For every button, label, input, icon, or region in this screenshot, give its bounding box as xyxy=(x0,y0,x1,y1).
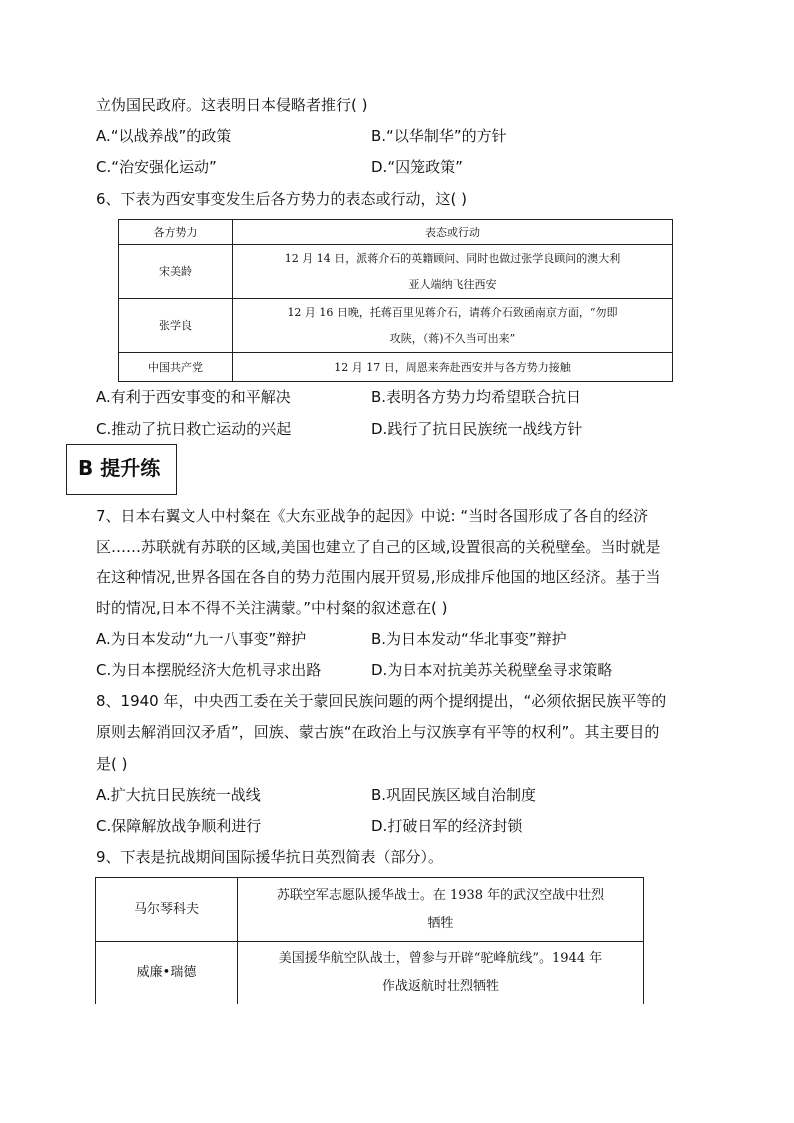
table-row xyxy=(119,245,673,299)
q8-stem-line: 8、1940 年，中央西工委在关于蒙回民族问题的两个提纲提出，“必须依据民族平等的 xyxy=(96,692,667,710)
table-row xyxy=(96,878,644,942)
cell-line: 作战返航时壮烈牺牲 xyxy=(381,979,499,994)
table-header-cell: 表态或行动 xyxy=(233,220,673,245)
q6-stem: 6、下表为西安事变发生后各方势力的表态或行动，这( ) xyxy=(96,190,468,208)
cell-line: 12 月 14 日，派蒋介石的英籍顾问、同时也做过张学良顾问的澳大利 xyxy=(284,251,621,265)
cell-line: 12 月 17 日，周恩来奔赴西安并与各方势力接触 xyxy=(334,361,571,374)
q7-stem-line: 7、日本右翼文人中村粲在《大东亚战争的起因》中说: “当时各国形成了各自的经济 xyxy=(96,507,649,525)
cell-line: 亚人端纳飞往西安 xyxy=(408,277,497,291)
q8-option-d[interactable]: D.打破日军的经济封锁 xyxy=(371,817,523,835)
q5-option-b[interactable]: B.“以华制华”的方针 xyxy=(371,127,507,145)
cell-line: 攻陕，（蒋)不久当可出来” xyxy=(389,331,516,345)
q8-stem-line: 原则去解消回汉矛盾”，回族、蒙古族“在政治上与汉族享有平等的权利”。其主要目的 xyxy=(96,723,660,741)
table-cell-description xyxy=(238,942,644,1005)
cell-line: 牺牲 xyxy=(427,915,454,931)
q7-option-b[interactable]: B.为日本发动“华北事变”辩护 xyxy=(371,630,567,648)
table-row xyxy=(119,353,673,382)
q6-option-c[interactable]: C.推动了抗日救亡运动的兴起 xyxy=(96,420,292,438)
table-cell-name: 马尔琴科夫 xyxy=(96,878,238,942)
q6-table xyxy=(118,219,673,382)
table-cell-party: 宋美龄 xyxy=(119,245,233,299)
table-header-cell: 各方势力 xyxy=(119,220,233,245)
table-cell-party: 张学良 xyxy=(119,299,233,353)
q5-option-d[interactable]: D.“囚笼政策” xyxy=(371,158,463,176)
table-cell-description xyxy=(238,878,644,942)
q6-option-b[interactable]: B.表明各方势力均希望联合抗日 xyxy=(371,388,582,406)
q8-option-c[interactable]: C.保障解放战争顺利进行 xyxy=(96,817,262,835)
q6-option-a[interactable]: A.有利于西安事变的和平解决 xyxy=(96,388,291,406)
q8-option-b[interactable]: B.巩固民族区域自治制度 xyxy=(371,786,537,804)
section-header-label: B 提升练 xyxy=(78,456,161,480)
q7-stem-line: 区……苏联就有苏联的区域,美国也建立了自己的区域,设置很高的关税壁垒。当时就是 xyxy=(96,538,661,556)
table-cell-action xyxy=(233,353,673,382)
table-row xyxy=(119,299,673,353)
q8-option-a[interactable]: A.扩大抗日民族统一战线 xyxy=(96,786,261,804)
q7-option-d[interactable]: D.为日本对抗美苏关税壁垒寻求策略 xyxy=(371,661,613,679)
q8-stem-line: 是( ) xyxy=(96,755,128,773)
q7-stem-line: 在这种情况,世界各国在各自的势力范围内展开贸易,形成排斥他国的地区经济。基于当 xyxy=(96,568,661,586)
cell-line: 12 月 16 日晚，托蒋百里见蒋介石，请蒋介石致函南京方面，“勿即 xyxy=(287,305,618,319)
q7-option-c[interactable]: C.为日本摆脱经济大危机寻求出路 xyxy=(96,661,322,679)
q6-option-d[interactable]: D.践行了抗日民族统一战线方针 xyxy=(371,420,583,438)
q5-option-c[interactable]: C.“治安强化运动” xyxy=(96,158,217,176)
cell-line: 苏联空军志愿队援华战士。在 1938 年的武汉空战中壮烈 xyxy=(276,887,605,903)
table-cell-action xyxy=(233,245,673,299)
q7-option-a[interactable]: A.为日本发动“九一八事变”辩护 xyxy=(96,630,307,648)
q9-table xyxy=(95,877,644,1004)
table-cell-action xyxy=(233,299,673,353)
table-header-row xyxy=(119,220,673,245)
q5-option-a[interactable]: A.“以战养战”的政策 xyxy=(96,127,232,145)
table-cell-party: 中国共产党 xyxy=(119,353,233,382)
table-row xyxy=(96,942,644,1005)
table-cell-name: 威廉•瑞德 xyxy=(96,942,238,1005)
cell-line: 美国援华航空队战士，曾参与开辟“驼峰航线”。1944 年 xyxy=(278,951,603,966)
q9-stem: 9、下表是抗战期间国际援华抗日英烈简表（部分）。 xyxy=(96,848,444,866)
q5-stem: 立伪国民政府。这表明日本侵略者推行( ) xyxy=(96,96,368,114)
q7-stem-line: 时的情况,日本不得不关注满蒙。”中村粲的叙述意在( ) xyxy=(96,599,448,617)
